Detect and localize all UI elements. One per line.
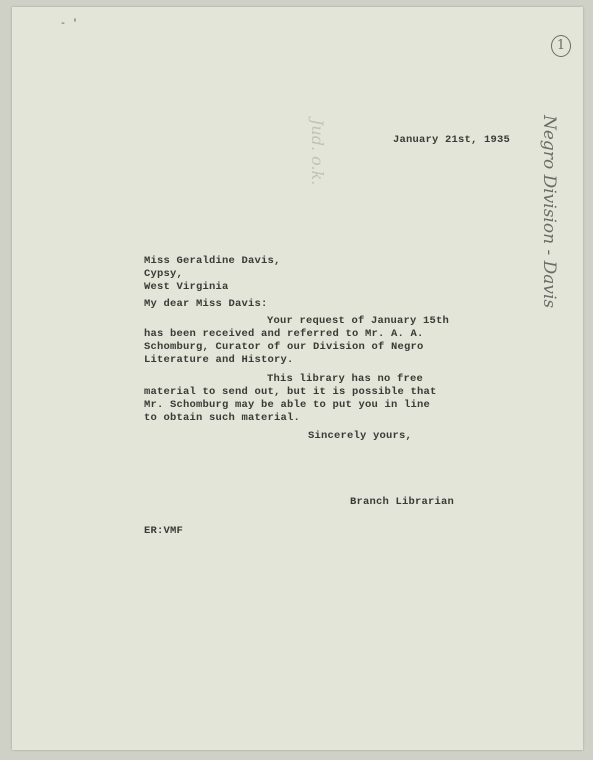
recipient-name: Miss Geraldine Davis, [144, 255, 281, 267]
paragraph1-line2: has been received and referred to Mr. A. A. [144, 328, 424, 340]
margin-note: Negro Division - Davis [539, 115, 559, 309]
paragraph2-line3: Mr. Schomburg may be able to put you in line [144, 399, 431, 411]
letter-date: January 21st, 1935 [393, 134, 511, 146]
recipient-city: Cypsy, [144, 268, 184, 280]
paragraph1-line4: Literature and History. [144, 354, 294, 366]
salutation: My dear Miss Davis: [144, 298, 268, 310]
paragraph2-line2: material to send out, but it is possible that [144, 386, 437, 398]
page-number: 1 [556, 38, 566, 53]
typist-initials: ER:VMF [144, 525, 184, 537]
corner-mark: - ' [60, 19, 79, 30]
paragraph1-line1: Your request of January 15th [267, 315, 450, 327]
signature-title: Branch Librarian [350, 496, 455, 508]
letter-page [12, 7, 583, 750]
page-number-circle [551, 35, 571, 57]
closing: Sincerely yours, [308, 430, 413, 442]
paragraph2-line4: to obtain such material. [144, 412, 301, 424]
paragraph1-line3: Schomburg, Curator of our Division of Negro [144, 341, 424, 353]
paragraph2-line1: This library has no free [267, 373, 424, 385]
recipient-state: West Virginia [144, 281, 229, 293]
pencil-note: Jud. o.k. [308, 119, 327, 186]
